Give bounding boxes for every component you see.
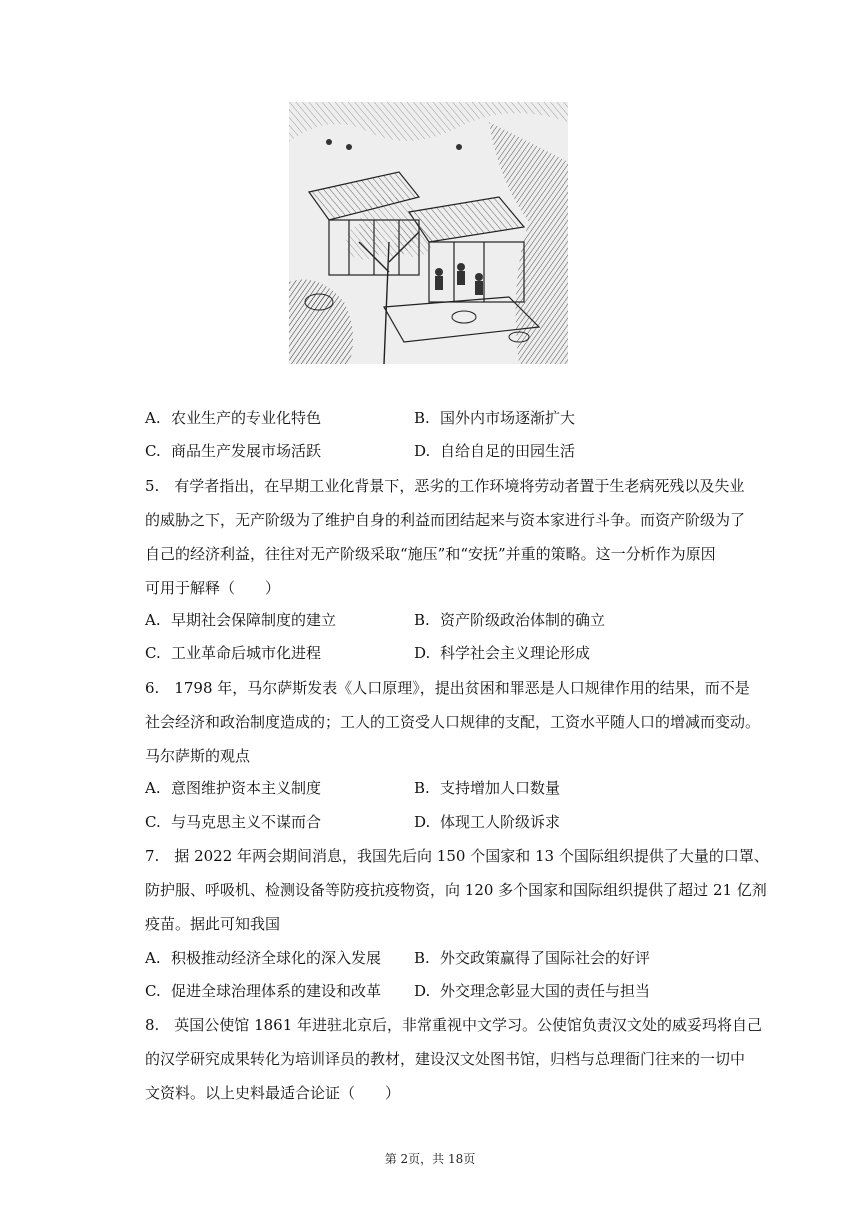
option-text: 自给自足的田园生活	[440, 442, 576, 460]
option-letter: A.	[145, 409, 161, 427]
option-letter: C.	[145, 982, 161, 1000]
q5-stem-line-2: 的威胁之下，无产阶级为了维护自身的利益而团结起来与资本家进行斗争。而资产阶级为了	[145, 511, 746, 529]
q7-stem-line-2: 防护服、呼吸机、检测设备等防疫抗疫物资，向 120 多个国家和国际组织提供了超过 21 亿剂	[145, 881, 767, 899]
option-letter: A.	[145, 949, 161, 967]
option-text: 与马克思主义不谋而合	[171, 813, 322, 831]
q4-option-c[interactable]	[145, 441, 321, 461]
q6-stem-line-1: 6. 1798 年，马尔萨斯发表《人口原理》，提出贫困和罪恶是人口规律作用的结果，而不是	[145, 679, 750, 697]
option-text: 体现工人阶级诉求	[440, 813, 561, 831]
option-letter: A.	[145, 611, 161, 629]
option-letter: A.	[145, 779, 161, 797]
option-text: 支持增加人口数量	[440, 779, 561, 797]
option-text: 积极推动经济全球化的深入发展	[171, 949, 382, 967]
q6-stem-line-3: 马尔萨斯的观点	[145, 747, 251, 765]
option-text: 国外内市场逐渐扩大	[440, 409, 576, 427]
q7-stem-line-3: 疫苗。据此可知我国	[145, 915, 281, 933]
q8-stem-line-2: 的汉学研究成果转化为培训译员的教材，建设汉文处图书馆，归档与总理衙门往来的一切中	[145, 1050, 746, 1068]
q6-option-a[interactable]	[145, 778, 321, 798]
option-text: 意图维护资本主义制度	[171, 779, 322, 797]
option-letter: C.	[145, 813, 161, 831]
option-letter: D.	[414, 644, 431, 662]
q5-stem-line-4: 可用于解释（ ）	[145, 579, 281, 597]
option-letter: C.	[145, 442, 161, 460]
q7-option-c[interactable]	[145, 981, 381, 1001]
option-text: 工业革命后城市化进程	[171, 644, 322, 662]
option-letter: B.	[414, 779, 430, 797]
option-letter: D.	[414, 813, 431, 831]
woodcut-illustration	[289, 102, 568, 364]
option-text: 早期社会保障制度的建立	[171, 611, 337, 629]
option-letter: B.	[414, 409, 430, 427]
q5-option-a[interactable]	[145, 610, 336, 630]
option-text: 科学社会主义理论形成	[440, 644, 591, 662]
q5-stem-line-1: 5. 有学者指出，在早期工业化背景下，恶劣的工作环境将劳动者置于生老病死残以及失业	[145, 477, 745, 495]
page-footer: 第 2页，共 18页	[384, 1152, 476, 1166]
option-letter: D.	[414, 442, 431, 460]
q5-stem-line-3: 自己的经济利益，往往对无产阶级采取“施压”和“安抚”并重的策略。这一分析作为原因	[145, 545, 716, 563]
q4-option-a[interactable]	[145, 408, 321, 428]
option-text: 资产阶级政治体制的确立	[440, 611, 606, 629]
option-text: 农业生产的专业化特色	[171, 409, 322, 427]
q7-option-b[interactable]	[414, 948, 650, 968]
q8-stem-line-1: 8. 英国公使馆 1861 年进驻北京后，非常重视中文学习。公使馆负责汉文处的威妥玛将自己	[145, 1016, 763, 1034]
option-text: 促进全球治理体系的建设和改革	[171, 982, 382, 1000]
q6-option-d[interactable]	[414, 812, 560, 832]
option-text: 商品生产发展市场活跃	[171, 442, 322, 460]
q6-option-b[interactable]	[414, 778, 560, 798]
q4-option-d[interactable]	[414, 441, 575, 461]
q6-stem-line-2: 社会经济和政治制度造成的；工人的工资受人口规律的支配，工资水平随人口的增减而变动。	[145, 713, 761, 731]
option-letter: B.	[414, 611, 430, 629]
option-letter: C.	[145, 644, 161, 662]
q5-option-b[interactable]	[414, 610, 605, 630]
q7-stem-line-1: 7. 据 2022 年两会期间消息，我国先后向 150 个国家和 13 个国际组织提供了大量的口罩、	[145, 847, 769, 865]
q5-option-c[interactable]	[145, 643, 321, 663]
option-letter: D.	[414, 982, 431, 1000]
option-letter: B.	[414, 949, 430, 967]
q7-option-a[interactable]	[145, 948, 381, 968]
q8-stem-line-3: 文资料。以上史料最适合论证（ ）	[145, 1084, 401, 1102]
q7-option-d[interactable]	[414, 981, 650, 1001]
q5-option-d[interactable]	[414, 643, 590, 663]
q6-option-c[interactable]	[145, 812, 321, 832]
option-text: 外交政策赢得了国际社会的好评	[440, 949, 651, 967]
option-text: 外交理念彰显大国的责任与担当	[440, 982, 651, 1000]
q4-option-b[interactable]	[414, 408, 575, 428]
